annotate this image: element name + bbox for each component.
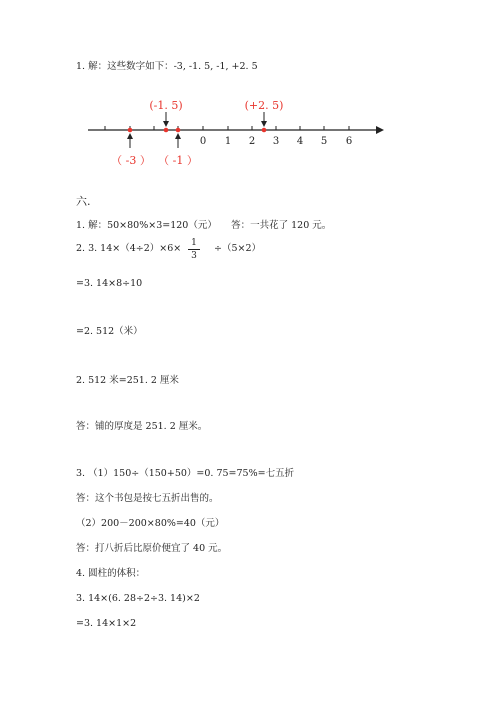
q3-part-1-answer: 答：这个书包是按七五折出售的。 — [76, 493, 219, 504]
q1-solution: 1. 解：50×80%×3=120（元） 答：一共花了 120 元。 — [76, 220, 332, 231]
q3-part-2-answer: 答：打八折后比原价便宜了 40 元。 — [76, 543, 228, 554]
tick-label-4: 4 — [296, 136, 304, 147]
tick-label-2: 2 — [248, 136, 256, 147]
point-neg1-5 — [164, 128, 169, 133]
fraction-numerator: 1 — [191, 238, 197, 248]
label-neg3: （ -3 ） — [111, 154, 151, 167]
q2-step-1: =3. 14×8÷10 — [76, 278, 143, 289]
label-neg1-5: (-1. 5) — [149, 99, 183, 112]
point-pos2-5 — [262, 128, 267, 133]
q3-part-2: （2）200－200×80%=40（元） — [76, 518, 225, 529]
axis-arrow — [376, 126, 384, 134]
fraction-denominator: 3 — [191, 251, 197, 261]
tick-label-5: 5 — [320, 136, 328, 147]
tick-label-3: 3 — [272, 136, 280, 147]
q2-fraction — [188, 238, 200, 261]
q4-step-2: =3. 14×1×2 — [76, 618, 137, 629]
answer-line-1: 1. 解：这些数字如下：-3, -1. 5, -1, +2. 5 — [76, 61, 258, 72]
q2-answer: 答：铺的厚度是 251. 2 厘米。 — [76, 421, 208, 432]
fraction-bar — [188, 249, 200, 250]
q3-part-1: 3. （1）150÷（150+50）=0. 75=75%=七五折 — [76, 468, 295, 479]
point-neg1 — [176, 128, 181, 133]
q2-step-2: =2. 512（米） — [76, 326, 143, 337]
point-neg3 — [128, 128, 133, 133]
tick-label-1: 1 — [224, 136, 232, 147]
q2-step-3: 2. 512 米=251. 2 厘米 — [76, 375, 179, 386]
label-pos2-5: (+2. 5) — [244, 99, 284, 112]
q4-title: 4. 圆柱的体积： — [76, 568, 146, 579]
q2-expression-right: ÷（5×2） — [214, 243, 262, 254]
label-neg1: （ -1 ） — [158, 154, 198, 167]
q2-expression-left: 2. 3. 14×（4÷2）×6× — [76, 243, 182, 254]
number-line-diagram — [0, 96, 500, 176]
q4-step-1: 3. 14×(6. 28÷2÷3. 14)×2 — [76, 593, 200, 604]
section-title: 六. — [76, 195, 91, 208]
tick-label-0: 0 — [199, 136, 207, 147]
tick-label-6: 6 — [345, 136, 353, 147]
